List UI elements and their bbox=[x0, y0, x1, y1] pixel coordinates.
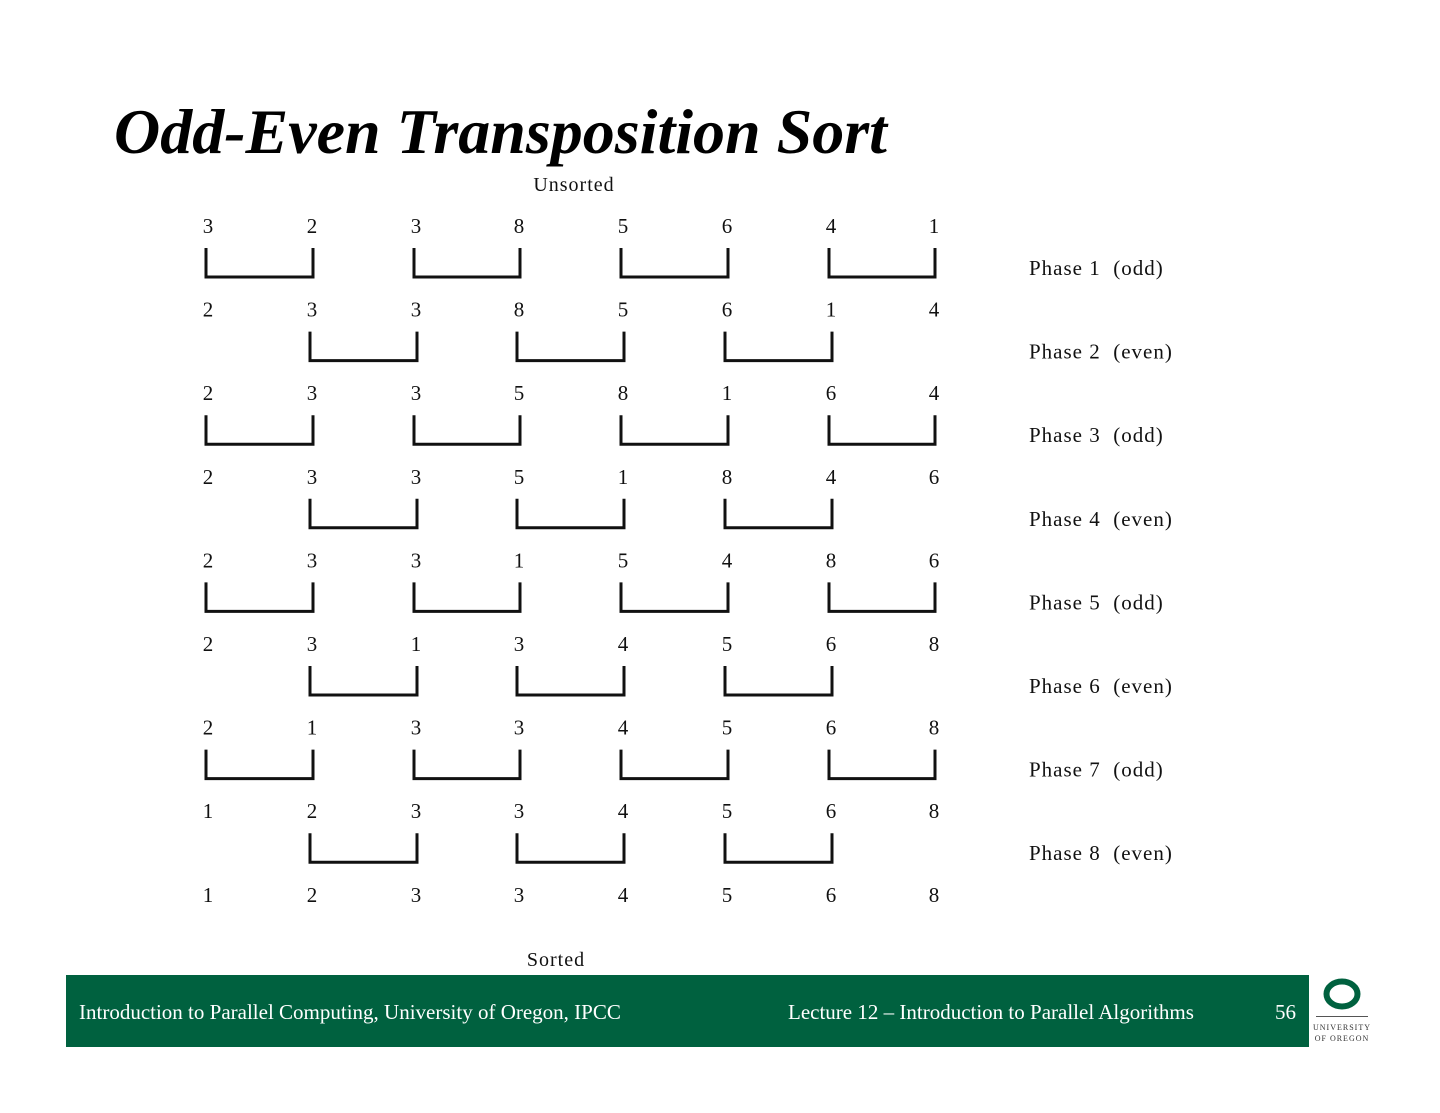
o-mark-icon bbox=[1323, 978, 1361, 1010]
logo-divider bbox=[1316, 1016, 1368, 1017]
value-cell: 6 bbox=[928, 464, 940, 489]
compare-exchange-bracket bbox=[621, 415, 728, 444]
value-cell: 5 bbox=[617, 548, 629, 573]
compare-exchange-bracket bbox=[310, 332, 417, 361]
value-cell: 5 bbox=[721, 632, 733, 656]
value-cell: 6 bbox=[825, 632, 837, 656]
compare-exchange-bracket bbox=[206, 415, 313, 444]
value-cell: 1 bbox=[825, 297, 837, 322]
value-cell: 3 bbox=[513, 882, 525, 907]
value-cell: 8 bbox=[928, 715, 940, 740]
compare-exchange-bracket bbox=[621, 750, 728, 779]
value-cell: 5 bbox=[721, 882, 733, 907]
value-cell: 2 bbox=[202, 381, 214, 406]
logo-wordmark: UNIVERSITY OF OREGON bbox=[1313, 1023, 1371, 1043]
value-cell: 3 bbox=[410, 464, 422, 489]
slide-title: Odd-Even Transposition Sort bbox=[114, 96, 887, 167]
phase-label: Phase 7 (odd) bbox=[1029, 757, 1164, 782]
value-cell: 8 bbox=[928, 799, 940, 824]
value-cell: 6 bbox=[825, 715, 837, 740]
compare-exchange-bracket bbox=[517, 833, 624, 862]
value-cell: 1 bbox=[410, 632, 422, 656]
value-cell: 1 bbox=[202, 882, 214, 907]
value-cell: 8 bbox=[721, 464, 733, 489]
value-cell: 3 bbox=[306, 632, 318, 656]
value-cell: 5 bbox=[721, 799, 733, 824]
compare-exchange-bracket bbox=[829, 750, 935, 779]
value-cell: 5 bbox=[617, 297, 629, 322]
value-cell: 4 bbox=[928, 381, 940, 406]
compare-exchange-bracket bbox=[310, 833, 417, 862]
compare-exchange-bracket bbox=[725, 666, 832, 695]
value-cell: 3 bbox=[306, 297, 318, 322]
value-cell: 1 bbox=[513, 548, 525, 573]
value-cell: 2 bbox=[202, 464, 214, 489]
value-cell: 1 bbox=[202, 799, 214, 824]
value-cell: 4 bbox=[825, 464, 837, 489]
unsorted-label: Unsorted bbox=[533, 174, 615, 196]
value-cell: 3 bbox=[410, 548, 422, 573]
value-cell: 5 bbox=[513, 381, 525, 406]
footer-course-title: Introduction to Parallel Computing, University of Oregon, IPCC bbox=[79, 1000, 621, 1024]
value-cell: 2 bbox=[202, 297, 214, 322]
value-cell: 6 bbox=[721, 297, 733, 322]
value-cell: 2 bbox=[202, 715, 214, 740]
sorted-label: Sorted bbox=[526, 949, 586, 971]
value-cell: 8 bbox=[617, 381, 629, 406]
value-cell: 6 bbox=[721, 214, 733, 238]
compare-exchange-bracket bbox=[414, 248, 520, 277]
value-cell: 8 bbox=[513, 214, 525, 238]
phase-labels bbox=[1029, 256, 1173, 865]
value-cell: 2 bbox=[306, 799, 318, 824]
value-cell: 4 bbox=[617, 632, 629, 656]
value-cell: 1 bbox=[306, 715, 318, 740]
compare-exchange-bracket bbox=[725, 332, 832, 361]
phase-label: Phase 2 (even) bbox=[1029, 339, 1173, 364]
value-cell: 5 bbox=[721, 715, 733, 740]
value-cell: 3 bbox=[410, 715, 422, 740]
value-rows bbox=[203, 214, 940, 907]
compare-exchange-bracket bbox=[310, 666, 417, 695]
page-number: 56 bbox=[1275, 1000, 1296, 1024]
compare-exchange-bracket bbox=[829, 582, 935, 611]
value-cell: 3 bbox=[306, 548, 318, 573]
compare-exchange-bracket bbox=[310, 499, 417, 528]
value-cell: 2 bbox=[202, 548, 214, 573]
value-cell: 8 bbox=[513, 297, 525, 322]
value-cell: 3 bbox=[410, 381, 422, 406]
value-cell: 5 bbox=[617, 214, 629, 238]
compare-exchange-bracket bbox=[206, 582, 313, 611]
value-cell: 6 bbox=[825, 882, 837, 907]
compare-exchange-bracket bbox=[621, 582, 728, 611]
value-cell: 5 bbox=[513, 464, 525, 489]
phase-label: Phase 5 (odd) bbox=[1029, 590, 1164, 615]
value-cell: 6 bbox=[825, 799, 837, 824]
compare-exchange-bracket bbox=[206, 750, 313, 779]
value-cell: 4 bbox=[617, 882, 629, 907]
value-cell: 3 bbox=[410, 214, 422, 238]
value-cell: 3 bbox=[513, 799, 525, 824]
value-cell: 3 bbox=[202, 214, 214, 238]
compare-exchange-bracket bbox=[725, 499, 832, 528]
university-of-oregon-logo bbox=[1312, 978, 1372, 1048]
value-cell: 1 bbox=[721, 381, 733, 406]
value-cell: 4 bbox=[825, 214, 837, 238]
compare-exchange-bracket bbox=[829, 415, 935, 444]
compare-exchange-bracket bbox=[517, 332, 624, 361]
value-cell: 3 bbox=[306, 464, 318, 489]
value-cell: 3 bbox=[410, 297, 422, 322]
value-cell: 4 bbox=[617, 715, 629, 740]
phase-label: Phase 3 (odd) bbox=[1029, 423, 1164, 448]
value-cell: 4 bbox=[721, 548, 733, 573]
value-cell: 1 bbox=[928, 214, 940, 238]
compare-exchange-bracket bbox=[829, 248, 935, 277]
value-cell: 3 bbox=[410, 882, 422, 907]
compare-exchange-bracket bbox=[725, 833, 832, 862]
compare-exchange-bracket bbox=[414, 582, 520, 611]
footer-bar bbox=[66, 975, 1309, 1047]
compare-exchange-bracket bbox=[517, 499, 624, 528]
value-cell: 3 bbox=[513, 632, 525, 656]
compare-exchange-bracket bbox=[414, 415, 520, 444]
phase-label: Phase 8 (even) bbox=[1029, 841, 1173, 866]
value-cell: 3 bbox=[306, 381, 318, 406]
footer-lecture-title: Lecture 12 – Introduction to Parallel Algorithms bbox=[788, 1000, 1194, 1024]
phase-label: Phase 4 (even) bbox=[1029, 506, 1173, 531]
compare-exchange-bracket bbox=[206, 248, 313, 277]
phase-label: Phase 1 (odd) bbox=[1029, 256, 1164, 280]
value-cell: 4 bbox=[928, 297, 940, 322]
value-cell: 3 bbox=[513, 715, 525, 740]
compare-exchange-bracket bbox=[517, 666, 624, 695]
phase-label: Phase 6 (even) bbox=[1029, 674, 1173, 698]
compare-exchange-bracket bbox=[621, 248, 728, 277]
compare-exchange-bracket bbox=[414, 750, 520, 779]
value-cell: 4 bbox=[617, 799, 629, 824]
value-cell: 3 bbox=[410, 799, 422, 824]
value-cell: 2 bbox=[202, 632, 214, 656]
value-cell: 1 bbox=[617, 464, 629, 489]
value-cell: 6 bbox=[928, 548, 940, 573]
value-cell: 2 bbox=[306, 214, 318, 238]
value-cell: 8 bbox=[928, 632, 940, 656]
value-cell: 2 bbox=[306, 882, 318, 907]
value-cell: 8 bbox=[825, 548, 837, 573]
value-cell: 8 bbox=[928, 882, 940, 907]
value-cell: 6 bbox=[825, 381, 837, 406]
